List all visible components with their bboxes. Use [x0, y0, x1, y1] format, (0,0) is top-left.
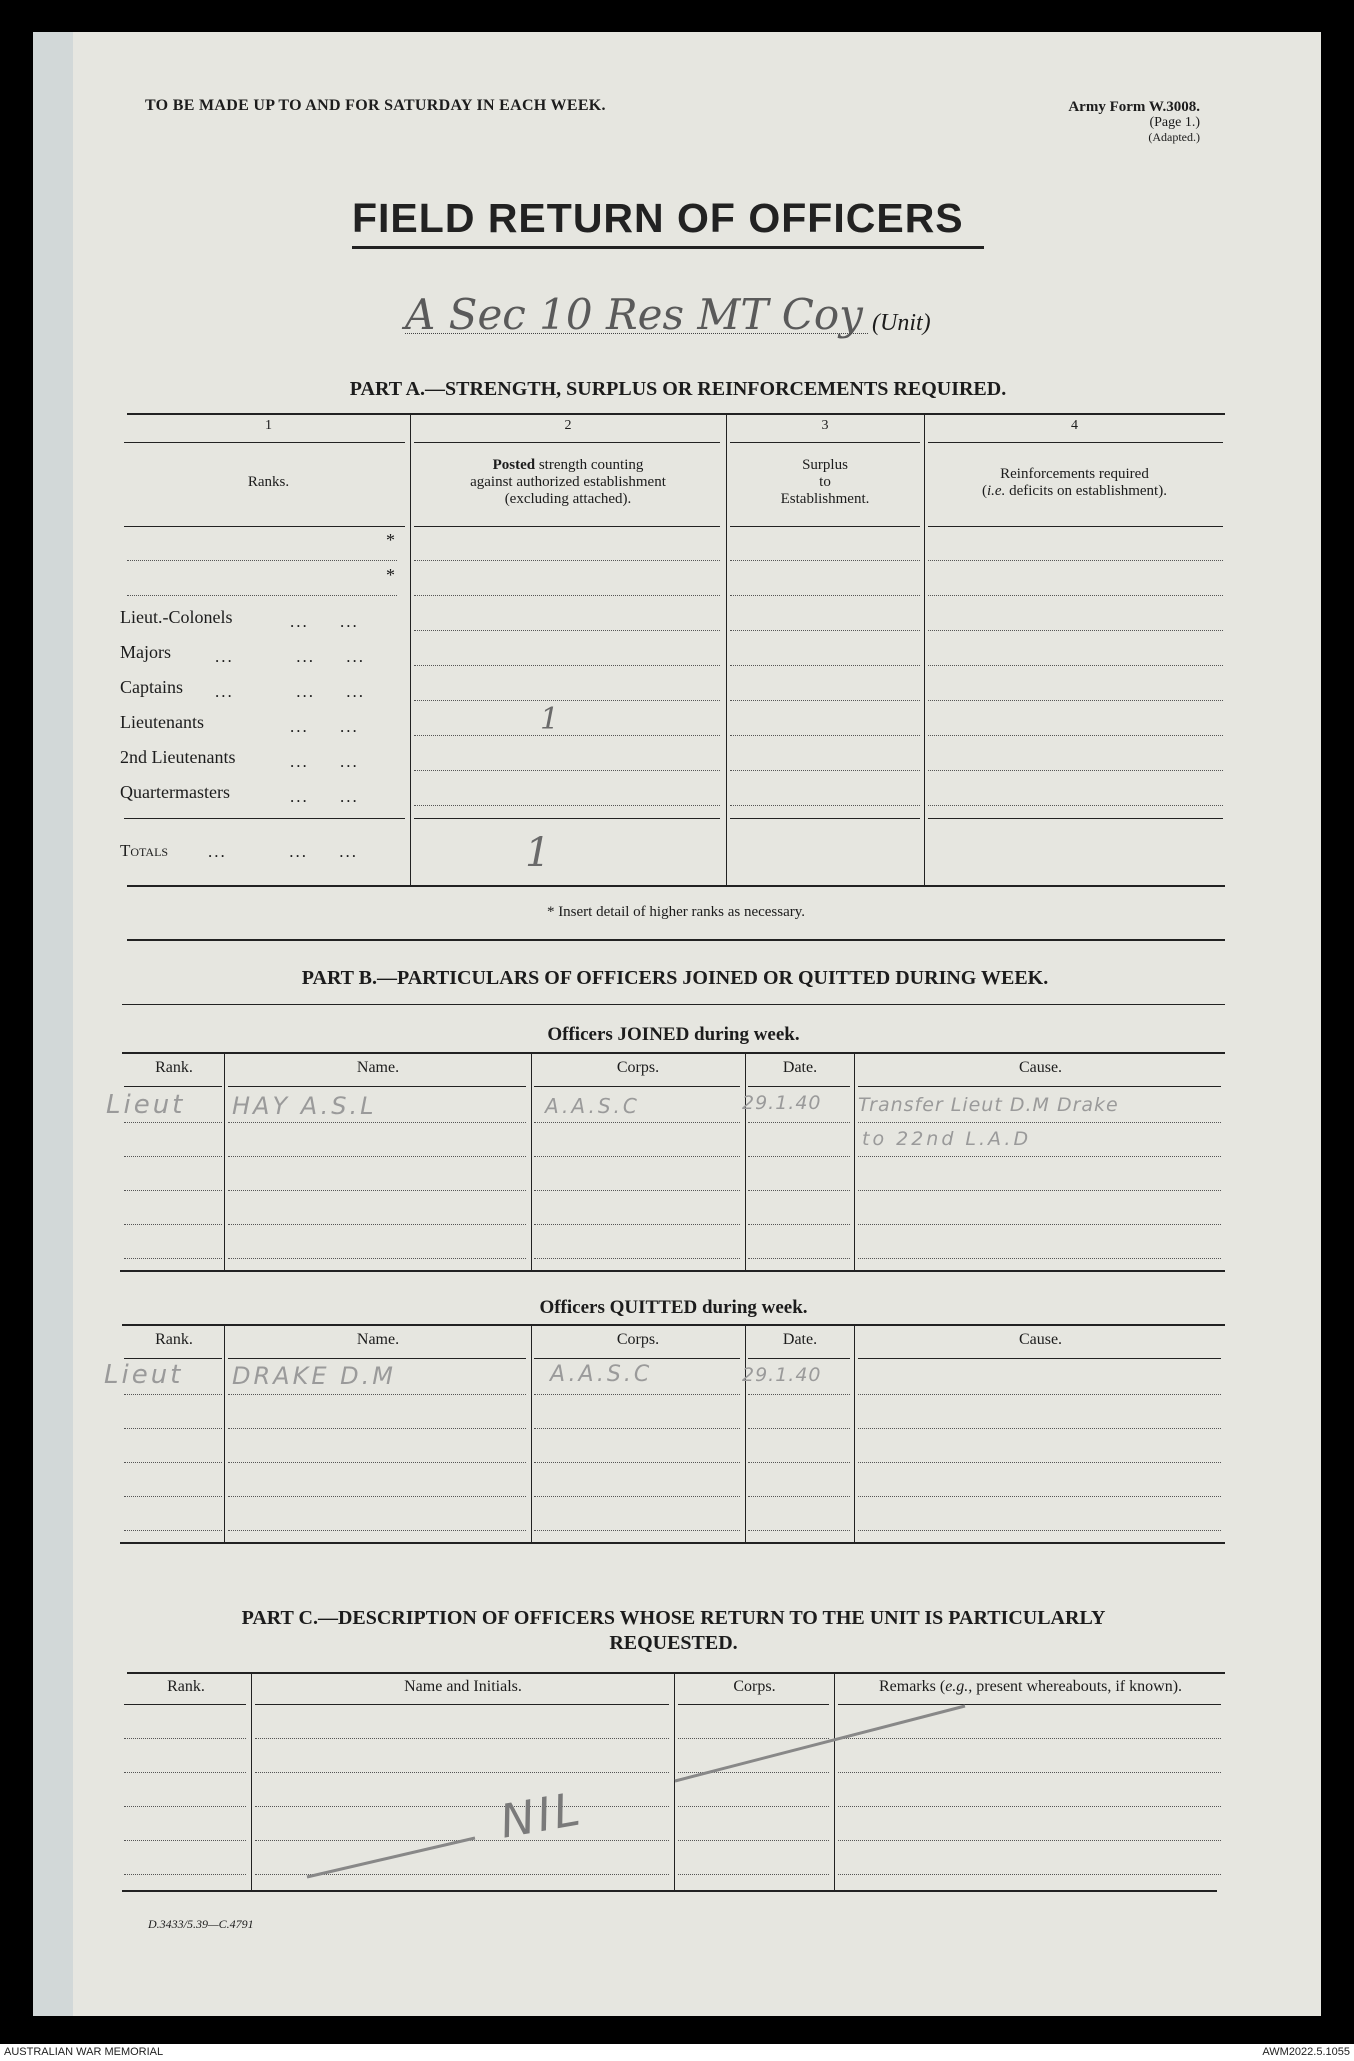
partc-rank-header: Rank. — [167, 1678, 205, 1695]
part-c-heading-line1: PART C.—DESCRIPTION OF OFFICERS WHOSE RETURN TO THE UNIT IS PARTICULARLY — [241, 1607, 1106, 1629]
nil-handwritten: NIL — [495, 1781, 587, 1849]
leader-dots: ... ... ... — [215, 647, 365, 666]
star-1: * — [386, 530, 395, 550]
part-b-heading: PART B.—PARTICULARS OF OFFICERS JOINED OR QUITTED DURING WEEK. — [301, 967, 1049, 989]
posted-bold: Posted — [492, 457, 536, 473]
strike-line-left — [307, 1838, 475, 1877]
unit-handwritten: A Sec 10 Res MT Coy — [405, 290, 863, 339]
surplus-line2: to — [819, 474, 831, 490]
joined-cause-line2: to 22nd L.A.D — [862, 1128, 1032, 1150]
surplus-line3: Establishment. — [780, 491, 870, 507]
instruction-text: TO BE MADE UP TO AND FOR SATURDAY IN EACH WEEK. — [145, 97, 606, 114]
leader-dots: ... ... — [290, 717, 359, 736]
table-header-name: Name. — [356, 1331, 400, 1348]
quitted-date-value: 29.1.40 — [742, 1364, 822, 1386]
quitted-rank-value: Lieut — [104, 1360, 184, 1390]
page-number: (Page 1.) — [1149, 115, 1200, 130]
posted-line3: (excluding attached). — [504, 491, 632, 507]
col-number-2: 2 — [564, 418, 572, 433]
leader-dots: ... ... — [290, 612, 359, 631]
leader-dots: ... ... ... — [215, 682, 365, 701]
rank-quartermasters: Quartermasters — [120, 782, 230, 802]
joined-rank-value: Lieut — [106, 1090, 186, 1120]
table-header-cause: Cause. — [1018, 1059, 1063, 1076]
table-header-rank: Rank. — [155, 1331, 193, 1348]
print-code: D.3433/5.39—C.4791 — [148, 1917, 254, 1931]
remarks-a: Remarks ( — [878, 1678, 946, 1695]
leader-dots: ... ... ... — [208, 842, 358, 861]
lieutenants-posted-value: 1 — [540, 702, 560, 737]
accession-number: AWM2022.5.1055 — [1262, 2046, 1350, 2058]
quitted-title: Officers QUITTED during week. — [539, 1297, 808, 1318]
star-2: * — [386, 565, 395, 585]
table-header-date: Date. — [782, 1059, 818, 1076]
table-header-cause: Cause. — [1018, 1331, 1063, 1348]
joined-name-value: HAY A.S.L — [232, 1092, 377, 1120]
page-title: FIELD RETURN OF OFFICERS — [352, 195, 964, 241]
totals-posted-value: 1 — [525, 830, 551, 876]
col-number-1: 1 — [265, 418, 272, 433]
reinf-ie: i.e. — [987, 483, 1006, 499]
part-a-heading: PART A.—STRENGTH, SURPLUS OR REINFORCEMENTS REQUIRED. — [349, 378, 1007, 400]
partc-corps-header: Corps. — [733, 1678, 776, 1695]
joined-date-value: 29.1.40 — [742, 1092, 822, 1114]
reinf-paren: ( — [982, 483, 988, 499]
table-header-name: Name. — [356, 1059, 400, 1076]
archive-caption-bar — [0, 2044, 1354, 2061]
part-a-footnote: * Insert detail of higher ranks as necessary. — [546, 904, 806, 920]
part-c-heading-line2: REQUESTED. — [609, 1632, 738, 1654]
rank-2nd-lieutenants: 2nd Lieutenants — [120, 747, 236, 767]
joined-corps-value: A.A.S.C — [545, 1094, 640, 1118]
institution-caption: AUSTRALIAN WAR MEMORIAL — [4, 2046, 164, 2058]
rank-lieut-colonels: Lieut.-Colonels — [120, 607, 233, 627]
posted-rest: strength counting — [535, 457, 644, 473]
reinf-line1: Reinforcements required — [1000, 466, 1149, 482]
form-number: Army Form W.3008. — [1068, 99, 1200, 115]
quitted-name-value: DRAKE D.M — [232, 1362, 396, 1390]
rank-lieutenants: Lieutenants — [120, 712, 204, 732]
strike-line-right — [675, 1706, 965, 1781]
col-number-4: 4 — [1071, 418, 1078, 433]
surplus-line1: Surplus — [802, 457, 848, 473]
table-header-corps: Corps. — [616, 1331, 660, 1348]
adapted-note: (Adapted.) — [1148, 130, 1200, 144]
unit-label: (Unit) — [872, 310, 931, 336]
rank-majors: Majors — [120, 642, 171, 662]
col-number-3: 3 — [821, 418, 829, 433]
rank-captains: Captains — [120, 677, 183, 697]
table-header-rank: Rank. — [155, 1059, 193, 1076]
reinf-line2: deficits on establishment). — [1005, 483, 1167, 499]
leader-dots: ... ... — [290, 752, 359, 771]
leader-dots: ... ... — [290, 787, 359, 806]
totals-label: Totals — [120, 841, 169, 860]
joined-title: Officers JOINED during week. — [547, 1024, 800, 1045]
table-header-corps: Corps. — [616, 1059, 660, 1076]
quitted-corps-value: A.A.S.C — [550, 1362, 653, 1387]
partc-name-header: Name and Initials. — [404, 1678, 522, 1695]
remarks-b: present whereabouts, if known). — [972, 1678, 1183, 1695]
remarks-eg: e.g., — [945, 1678, 973, 1695]
table-header-date: Date. — [782, 1331, 818, 1348]
ranks-header: Ranks. — [247, 474, 290, 490]
posted-line2: against authorized establishment — [470, 474, 666, 490]
joined-cause-line1: Transfer Lieut D.M Drake — [858, 1094, 1119, 1116]
